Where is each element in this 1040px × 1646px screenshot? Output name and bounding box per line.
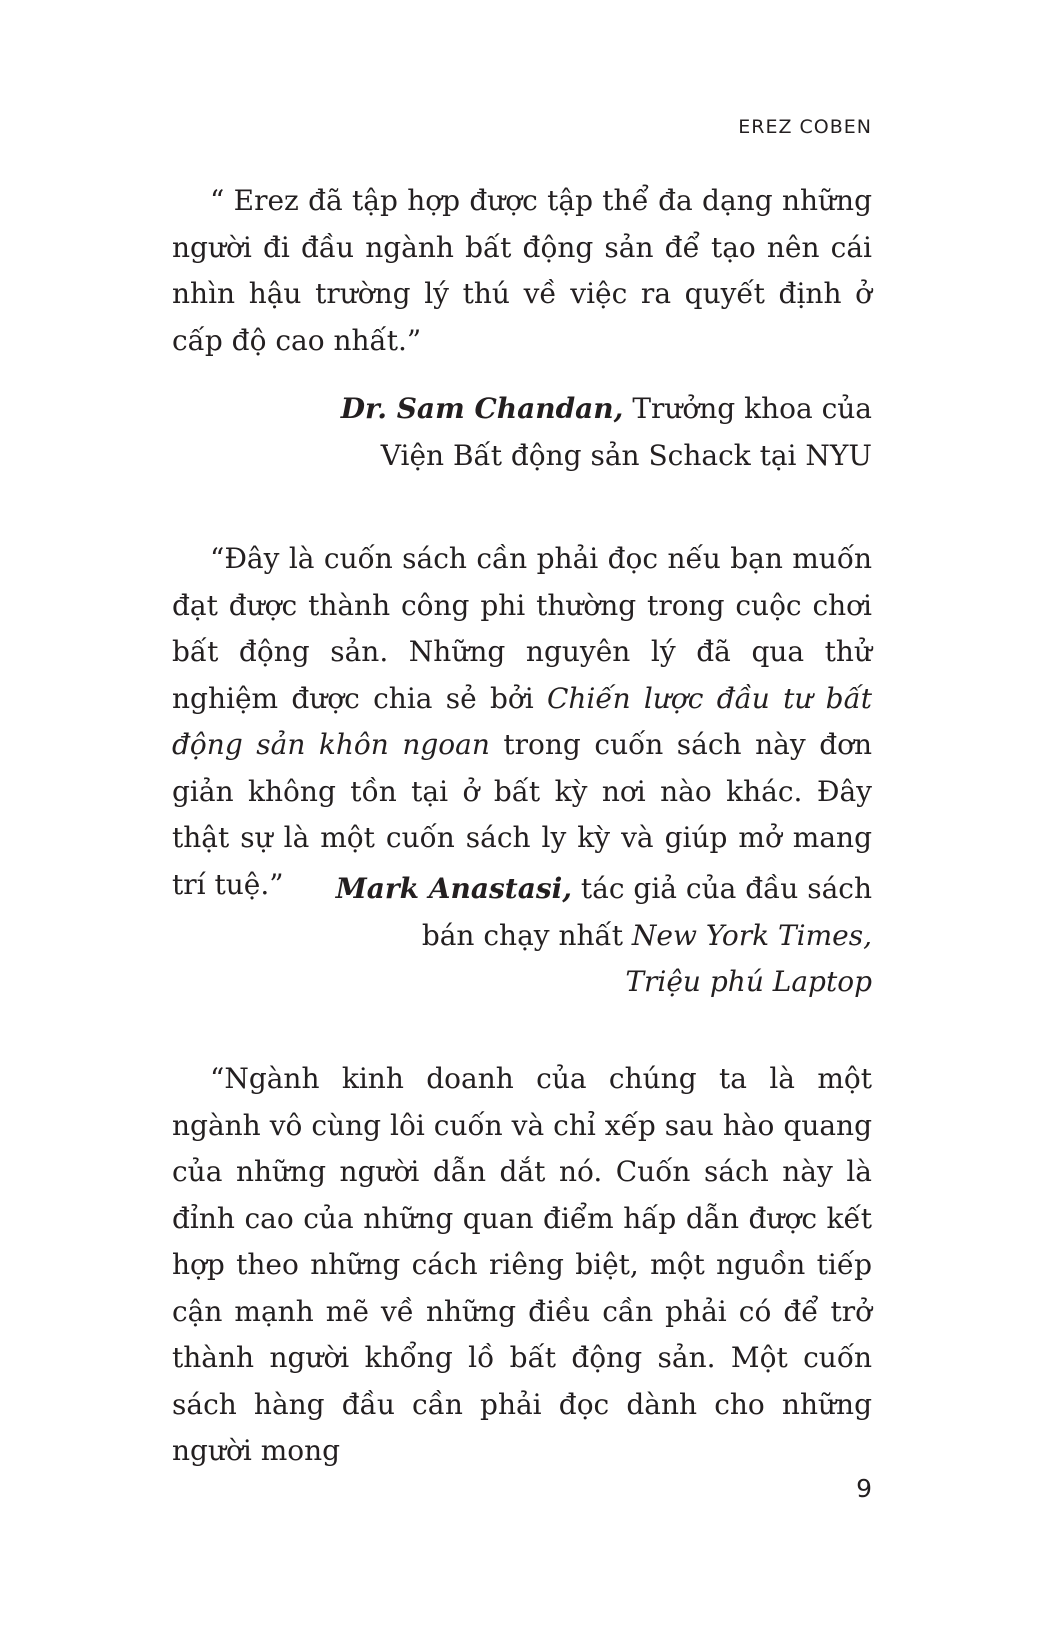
- testimonial-2-publication: New York Times,: [631, 918, 872, 952]
- testimonial-2-role-line1: tác giả của đầu sách: [571, 872, 872, 905]
- testimonial-2-attribution: [172, 866, 872, 1006]
- testimonial-1-role-line2: Viện Bất động sản Schack tại NYU: [380, 438, 872, 472]
- testimonial-1-attribution: [172, 386, 872, 479]
- testimonial-1-author: Dr. Sam Chandan,: [340, 392, 624, 425]
- running-header: EREZ COBEN: [738, 116, 872, 138]
- testimonial-2-book: Triệu phú Laptop: [625, 965, 872, 998]
- testimonial-1-role-line1: Trưởng khoa của: [623, 392, 872, 425]
- testimonial-2-quote-part1: “Đây là cuốn sách cần phải đọc nếu bạn muốn đạt được thành công phi thường trong cuộc chơi bất động sản. Những nguyên lý đã qua thử nghiệm được chia sẻ bởi: [172, 542, 872, 715]
- testimonial-3-quote: “Ngành kinh doanh của chúng ta là một ngành vô cùng lôi cuốn và chỉ xếp sau hào quang của những người dẫn dắt nó. Cuốn sách này là đỉnh cao của những quan điểm hấp dẫn được kết hợp theo những cách riêng biệt, một nguồn tiếp cận mạnh mẽ về những điều cần phải có để trở thành người khổng lồ bất động sản. Một cuốn sách hàng đầu cần phải đọc dành cho những người mong: [172, 1062, 872, 1467]
- testimonial-2-book-title: Chiến lược đầu tư bất động sản khôn ngoan: [172, 681, 872, 761]
- testimonial-2-author: Mark Anastasi,: [335, 872, 572, 905]
- testimonial-1: [172, 178, 872, 364]
- testimonial-3: [172, 1056, 872, 1475]
- testimonial-2: [172, 536, 872, 908]
- page-number: 9: [856, 1474, 872, 1503]
- testimonial-1-quote: “ Erez đã tập hợp được tập thể đa dạng những người đi đầu ngành bất động sản để tạo nên cái nhìn hậu trường lý thú về việc ra quyết định ở cấp độ cao nhất.”: [172, 184, 872, 357]
- testimonial-2-quote-part2: trong cuốn sách này đơn giản không tồn tại ở bất kỳ nơi nào khác. Đây thật sự là một cuốn sách ly kỳ và giúp mở mang trí tuệ.”: [172, 728, 873, 901]
- testimonial-2-quote: [172, 536, 872, 908]
- testimonial-2-role-line2: bán chạy nhất: [421, 918, 632, 952]
